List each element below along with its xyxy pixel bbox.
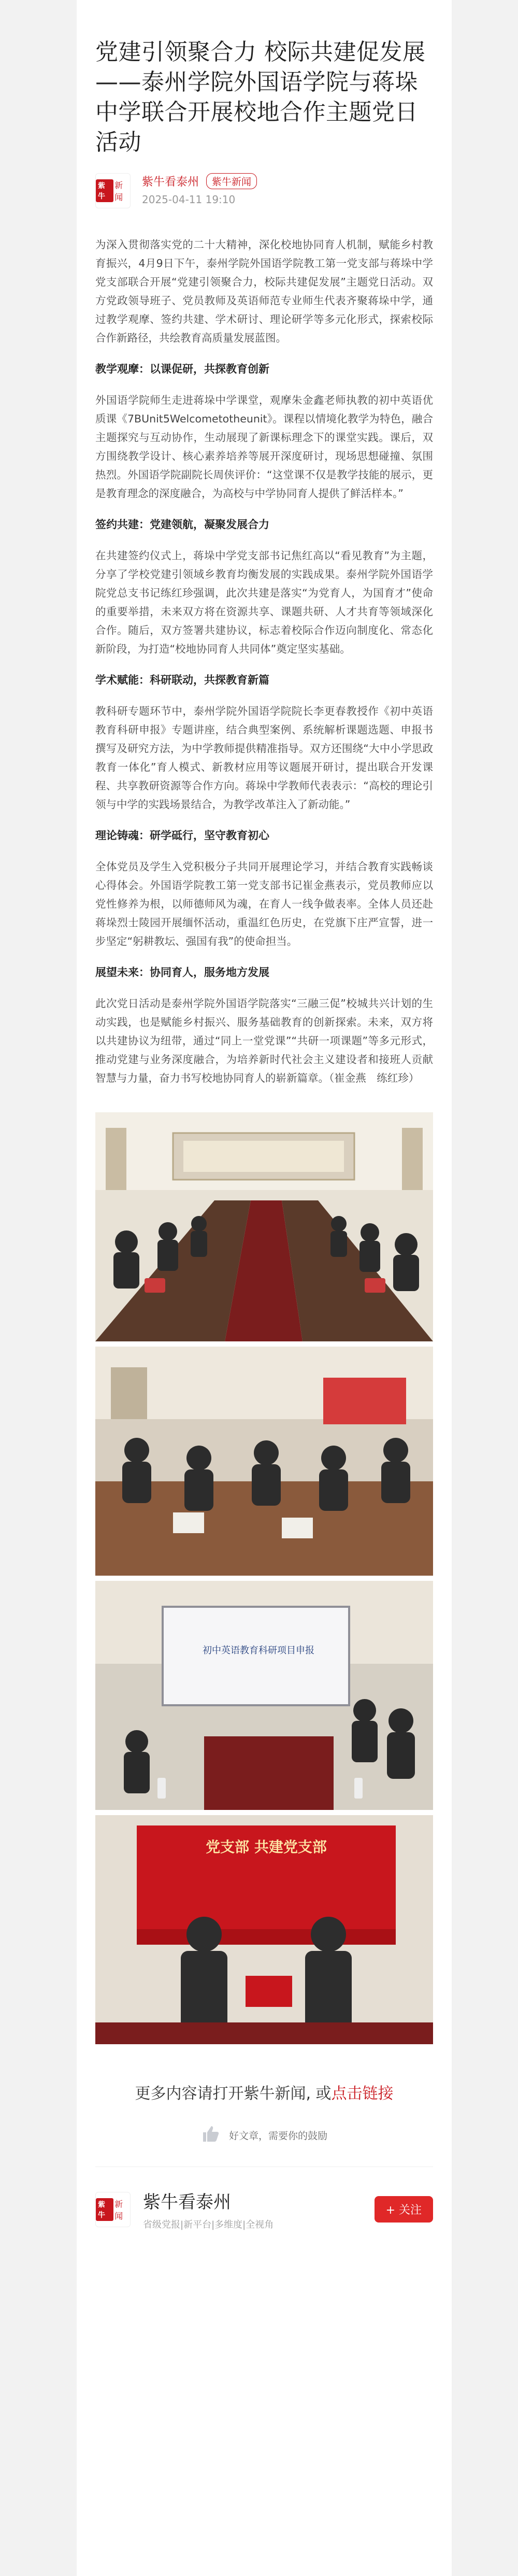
like-prompt: 好文章，需要你的鼓励 <box>228 2130 327 2142</box>
more-content-line <box>95 2080 433 2103</box>
author-meta <box>142 173 257 206</box>
footer-account-meta <box>143 2188 274 2231</box>
logo-text: 新闻 <box>114 180 123 202</box>
footer-logo-badge: 紫牛 <box>96 2198 113 2221</box>
paragraph-signing: 在共建签约仪式上，蒋垛中学党支部书记焦红高以“看见教育”为主题，分享了学校党建引领域乡教育均衡发展的实践成果。泰州学院外国语学院党总支书记练红珍强调，此次共建是落实“为党育人，为国育才”使命的重要举措，未来双方将在资源共享、课题共研、人才共育等领域深化合作。随后，双方签署共建协议，标志着校际合作迈向制度化、常态化新阶段，为打造“校地协同育人共同体”奠定坚实基础。 <box>95 549 433 655</box>
paragraph-intro: 为深入贯彻落实党的二十大精神，深化校地协同育人机制，赋能乡村教育振兴，4月9日下午，泰州学院外国语学院教工第一党支部与蒋垛中学党支部联合开展“党建引领聚合力，校际共建促发展”主题党日活动。双方党政领导班子、党员教师及英语师范专业师生代表齐聚蒋垛中学，通过教学观摩、签约共建、学术研讨、理论研学等多元化形式，探索校际合作新路径，共绘教育高质量发展蓝图。 <box>95 238 433 344</box>
lecture-photo[interactable] <box>95 1581 433 1810</box>
paragraph-future: 此次党日活动是泰州学院外国语学院落实“三融三促”校城共兴计划的生动实践，也是赋能乡村振兴、服务基础教育的创新探索。未来，双方将以共建协议为纽带，通过“同上一堂党课”“共研一项课题”等多元形式，推动党建与业务深度融合，为培养新时代社会主义建设者和接班人贡献智慧与力量，奋力书写校地协同育人的崭新篇章。（崔金燕 练红珍） <box>95 997 433 1084</box>
publish-date: 2025-04-11 19:10 <box>142 193 236 206</box>
footer-account-name[interactable]: 紫牛看泰州 <box>143 2192 231 2213</box>
section-heading-teaching: 教学观摩：以课促研，共探教育创新 <box>95 363 269 375</box>
footer-account-desc: 省级党报|新平台|多维度|全视角 <box>143 2219 274 2230</box>
signing-ceremony-photo[interactable] <box>95 1815 433 2044</box>
author-avatar[interactable] <box>95 173 131 208</box>
photo-gallery <box>95 1112 433 2044</box>
section-heading-research: 学术赋能：科研联动，共探教育新篇 <box>95 674 269 686</box>
section-heading-theory: 理论铸魂：研学砥行，坚守教育初心 <box>95 829 269 842</box>
footer-logo-text: 新闻 <box>114 2199 123 2221</box>
author-name[interactable]: 紫牛看泰州 <box>142 176 199 189</box>
ceremony-banner-text: 党支部 共建党支部 <box>206 1838 327 1856</box>
logo-badge: 紫牛 <box>96 179 113 202</box>
article-card <box>77 0 452 2576</box>
article-body <box>95 235 433 1087</box>
article-title: 党建引领聚合力 校际共建促发展 ——泰州学院外国语学院与蒋垛中学联合开展校地合作主题党日活动 <box>95 39 426 155</box>
classroom-photo[interactable] <box>95 1347 433 1576</box>
section-heading-signing: 签约共建：党建领航，凝聚发展合力 <box>95 518 269 531</box>
paragraph-theory: 全体党员及学生入党积极分子共同开展理论学习，并结合教育实践畅谈心得体会。外国语学院教工第一党支部书记崔金燕表示，党员教师应以党性修养为根，以师德师风为魂，在育人一线争做表率。全体人员还赴蒋垛烈士陵园开展缅怀活动，重温红色历史，在党旗下庄严宣誓，进一步坚定“躬耕教坛、强国有我”的使命担当。 <box>95 860 433 947</box>
more-content-text: 更多内容请打开紫牛新闻, 或 <box>135 2085 332 2103</box>
like-row <box>95 2125 433 2145</box>
account-footer <box>95 2188 433 2231</box>
author-tag: 紫牛新闻 <box>206 173 257 189</box>
thumbs-up-icon[interactable] <box>201 2125 220 2145</box>
footer-avatar[interactable] <box>95 2192 131 2227</box>
open-link[interactable]: 点击链接 <box>331 2085 394 2103</box>
author-row <box>95 173 433 208</box>
projector-banner-text: 初中英语教育科研项目申报 <box>203 1645 314 1656</box>
section-heading-future: 展望未来：协同育人，服务地方发展 <box>95 966 269 979</box>
paragraph-teaching: 外国语学院师生走进蒋垛中学课堂，观摩朱金鑫老师执教的初中英语优质课《7BUnit5Welcometotheunit》。课程以情境化教学为特色，融合主题探究与互动协作，生动展现了新课标理念下的课堂实践。课后，双方围绕教学设计、核心素养培养等展开深度研讨，现场思想碰撞、氛围热烈。外国语学院副院长周侠评价：“这堂课不仅是教学技能的展示，更是教育理念的深度融合，为高校与中学协同育人提供了鲜活样本。” <box>95 394 433 500</box>
meeting-room-photo[interactable] <box>95 1112 433 1341</box>
paragraph-research: 教科研专题环节中，泰州学院外国语学院院长李更春教授作《初中英语教育科研申报》专题讲座，结合典型案例、系统解析课题选题、申报书撰写及研究方法，为中学教师提供精准指导。双方还围绕“大中小学思政教育一体化”育人模式、新教材应用等议题展开研讨，提出联合开发课程、共享教研资源等合作方向。蒋垛中学教师代表表示：“高校的理论引领与中学的实践场景结合，为教学改革注入了新动能。” <box>95 705 433 811</box>
follow-button[interactable]: + 关注 <box>375 2196 433 2223</box>
